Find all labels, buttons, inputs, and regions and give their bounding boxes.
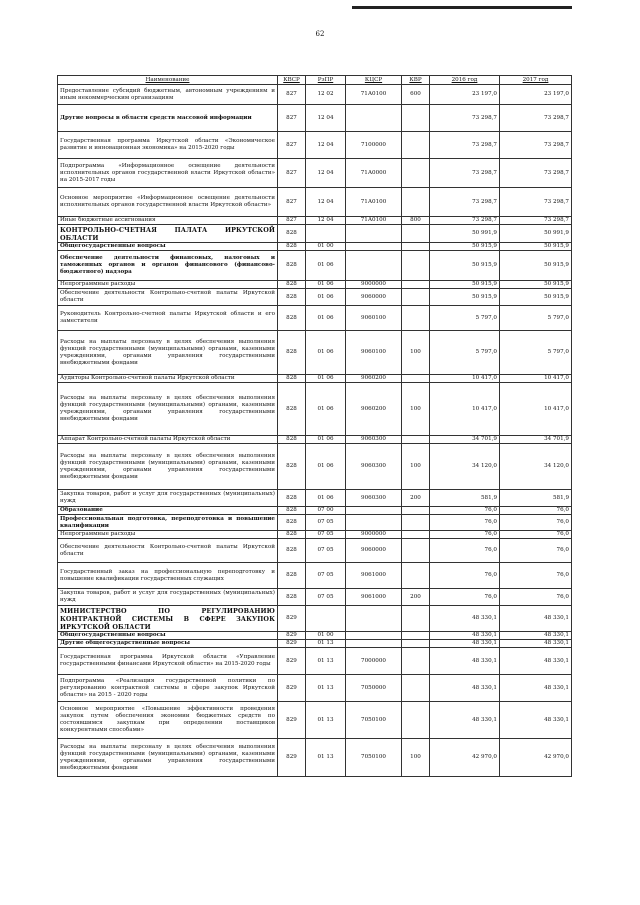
row-kcsr: 9060200: [346, 375, 402, 383]
header-year-2016: 2016 год: [430, 76, 500, 85]
table-row: [58, 289, 572, 306]
row-kvr: [402, 375, 430, 383]
row-rzpr: 07 05: [306, 589, 346, 606]
row-kcsr: 7050000: [346, 675, 402, 702]
row-kcsr: 9060100: [346, 306, 402, 331]
row-amount-2017: 76,0: [500, 539, 572, 563]
row-name: Обеспечение деятельности Контрольно-счетной палаты Иркутской области: [58, 289, 278, 306]
row-amount-2017: 76,0: [500, 531, 572, 539]
row-name: Иные бюджетные ассигнования: [58, 217, 278, 225]
row-rzpr: 01 00: [306, 243, 346, 251]
row-rzpr: 01 06: [306, 281, 346, 289]
row-name: Основное мероприятие «Повышение эффективности проведения закупок путем обеспечения экономии бюджетных средств по состоявшимся закупкам при определении поставщиков конкурентными способами»: [58, 702, 278, 739]
table-row: [58, 159, 572, 188]
row-amount-2017: 76,0: [500, 515, 572, 531]
row-name: Государственная программа Иркутской области «Управление государственными финансами Иркутской области» на 2015-2020 годы: [58, 648, 278, 675]
row-amount-2016: 76,0: [430, 515, 500, 531]
row-kvr: [402, 515, 430, 531]
table-row: [58, 539, 572, 563]
row-amount-2016: 48 330,1: [430, 675, 500, 702]
row-name: Закупка товаров, работ и услуг для государственных (муниципальных) нужд: [58, 490, 278, 507]
row-kvr: 100: [402, 383, 430, 436]
row-rzpr: 01 06: [306, 331, 346, 375]
row-rzpr: 01 13: [306, 640, 346, 648]
row-kvr: [402, 606, 430, 632]
row-kvr: [402, 243, 430, 251]
row-kcsr: [346, 640, 402, 648]
row-kvr: [402, 225, 430, 243]
row-rzpr: 01 06: [306, 383, 346, 436]
row-kvsr: 828: [278, 289, 306, 306]
row-amount-2016: 76,0: [430, 539, 500, 563]
row-rzpr: 01 13: [306, 702, 346, 739]
row-kvsr: 828: [278, 507, 306, 515]
row-rzpr: 12 04: [306, 188, 346, 217]
row-kvr: [402, 436, 430, 444]
row-name: Закупка товаров, работ и услуг для государственных (муниципальных) нужд: [58, 589, 278, 606]
row-kvr: 200: [402, 589, 430, 606]
row-name: Расходы на выплаты персоналу в целях обеспечения выполнения функций государственными (муниципальными) органами, казенными учреждениями, органами управления государственными внебюджетными фондами: [58, 383, 278, 436]
row-amount-2017: 34 120,0: [500, 444, 572, 490]
row-kcsr: 9060300: [346, 436, 402, 444]
row-amount-2017: 48 330,1: [500, 640, 572, 648]
row-kvsr: 828: [278, 490, 306, 507]
row-amount-2016: 50 915,9: [430, 281, 500, 289]
row-kcsr: [346, 251, 402, 281]
row-kvsr: 829: [278, 606, 306, 632]
page-number: 62: [315, 30, 325, 38]
row-amount-2017: 73 298,7: [500, 188, 572, 217]
row-kvr: [402, 132, 430, 159]
row-kvr: [402, 105, 430, 132]
row-rzpr: 07 05: [306, 539, 346, 563]
row-name: Обеспечение деятельности финансовых, налоговых и таможенных органов и органов финансового (финансово-бюджетного) надзора: [58, 251, 278, 281]
row-name: Подпрограмма «Информационное освещение деятельности исполнительных органов государственной власти Иркутской области» на 2015-2017 годы: [58, 159, 278, 188]
row-kcsr: 9000000: [346, 281, 402, 289]
row-amount-2017: 5 797,0: [500, 331, 572, 375]
row-rzpr: 01 06: [306, 490, 346, 507]
row-amount-2016: 10 417,0: [430, 383, 500, 436]
row-kvsr: 827: [278, 105, 306, 132]
row-kvsr: 828: [278, 539, 306, 563]
row-name: Аппарат Контрольно-счетной палаты Иркутской области: [58, 436, 278, 444]
row-name: Расходы на выплаты персоналу в целях обеспечения выполнения функций государственными (муниципальными) органами, казенными учреждениями, органами управления государственными внебюджетными фондами: [58, 331, 278, 375]
row-rzpr: 07 05: [306, 515, 346, 531]
table-row: [58, 217, 572, 225]
row-amount-2017: 581,9: [500, 490, 572, 507]
row-kvsr: 829: [278, 739, 306, 777]
row-name: Общегосударственные вопросы: [58, 243, 278, 251]
row-name: Образование: [58, 507, 278, 515]
row-kvr: 100: [402, 331, 430, 375]
row-kcsr: 71А0100: [346, 85, 402, 105]
row-kcsr: 71А0100: [346, 188, 402, 217]
row-amount-2017: 50 915,9: [500, 243, 572, 251]
row-name: МИНИСТЕРСТВО ПО РЕГУЛИРОВАНИЮ КОНТРАКТНОЙ СИСТЕМЫ В СФЕРЕ ЗАКУПОК ИРКУТСКОЙ ОБЛАСТИ: [58, 606, 278, 632]
row-kvsr: 828: [278, 225, 306, 243]
row-kvsr: 828: [278, 444, 306, 490]
row-amount-2016: 50 915,9: [430, 243, 500, 251]
row-kvsr: 827: [278, 85, 306, 105]
row-amount-2016: 10 417,0: [430, 375, 500, 383]
row-amount-2017: 10 417,0: [500, 383, 572, 436]
row-amount-2016: 581,9: [430, 490, 500, 507]
row-kvsr: 828: [278, 515, 306, 531]
row-kcsr: [346, 606, 402, 632]
row-kcsr: [346, 507, 402, 515]
row-amount-2016: 42 970,0: [430, 739, 500, 777]
row-amount-2017: 73 298,7: [500, 105, 572, 132]
row-amount-2016: 73 298,7: [430, 159, 500, 188]
row-amount-2016: 34 701,9: [430, 436, 500, 444]
table-body: [58, 85, 572, 777]
row-kvsr: 828: [278, 243, 306, 251]
row-kcsr: 7000000: [346, 648, 402, 675]
row-kcsr: 9060000: [346, 539, 402, 563]
header-kcsr: КЦСР: [346, 76, 402, 85]
row-kvr: [402, 251, 430, 281]
header-kvsr: КВСР: [278, 76, 306, 85]
row-amount-2017: 76,0: [500, 507, 572, 515]
row-amount-2017: 48 330,1: [500, 606, 572, 632]
row-kcsr: 7050100: [346, 702, 402, 739]
row-rzpr: 12 04: [306, 159, 346, 188]
row-rzpr: 01 00: [306, 632, 346, 640]
row-kvsr: 828: [278, 589, 306, 606]
row-rzpr: [306, 225, 346, 243]
row-amount-2017: 48 330,1: [500, 632, 572, 640]
row-kvsr: 829: [278, 648, 306, 675]
row-amount-2017: 34 701,9: [500, 436, 572, 444]
table-row: [58, 531, 572, 539]
row-kvr: [402, 539, 430, 563]
table-row: [58, 606, 572, 632]
row-rzpr: 12 04: [306, 217, 346, 225]
row-rzpr: 01 06: [306, 251, 346, 281]
row-kvsr: 829: [278, 702, 306, 739]
table-row: [58, 331, 572, 375]
row-name: Профессиональная подготовка, переподготовка и повышение квалификации: [58, 515, 278, 531]
row-name: Руководитель Контрольно-счетной палаты Иркутской области и его заместители: [58, 306, 278, 331]
row-amount-2017: 50 915,9: [500, 289, 572, 306]
row-amount-2016: 48 330,1: [430, 632, 500, 640]
row-kvsr: 828: [278, 383, 306, 436]
row-amount-2016: 73 298,7: [430, 132, 500, 159]
row-rzpr: 12 04: [306, 105, 346, 132]
row-kcsr: [346, 515, 402, 531]
row-kvsr: 829: [278, 632, 306, 640]
row-kvsr: 828: [278, 251, 306, 281]
row-rzpr: 07 05: [306, 531, 346, 539]
row-amount-2017: 42 970,0: [500, 739, 572, 777]
row-amount-2016: 50 915,9: [430, 251, 500, 281]
row-kvsr: 829: [278, 675, 306, 702]
row-kvr: [402, 640, 430, 648]
row-kcsr: 9061000: [346, 563, 402, 589]
table-row: [58, 243, 572, 251]
top-edge-mark: [352, 6, 572, 9]
row-kcsr: 71А0100: [346, 217, 402, 225]
row-rzpr: 12 04: [306, 132, 346, 159]
row-amount-2017: 73 298,7: [500, 159, 572, 188]
table-row: [58, 739, 572, 777]
budget-table: [57, 75, 572, 777]
row-kvr: [402, 702, 430, 739]
header-year-2017: 2017 год: [500, 76, 572, 85]
row-kvsr: 828: [278, 375, 306, 383]
row-kvr: [402, 306, 430, 331]
row-kvr: [402, 632, 430, 640]
row-amount-2016: 48 330,1: [430, 640, 500, 648]
header-kvr: КВР: [402, 76, 430, 85]
row-kcsr: 9060100: [346, 331, 402, 375]
row-rzpr: 07 00: [306, 507, 346, 515]
row-amount-2016: 48 330,1: [430, 648, 500, 675]
row-amount-2017: 76,0: [500, 563, 572, 589]
row-kvr: [402, 563, 430, 589]
row-amount-2016: 76,0: [430, 589, 500, 606]
row-amount-2017: 5 797,0: [500, 306, 572, 331]
table-row: [58, 648, 572, 675]
row-rzpr: 01 13: [306, 648, 346, 675]
row-kcsr: 9060300: [346, 444, 402, 490]
row-kvr: [402, 507, 430, 515]
row-rzpr: 12 02: [306, 85, 346, 105]
row-kvr: [402, 188, 430, 217]
table-row: [58, 675, 572, 702]
row-amount-2016: 76,0: [430, 563, 500, 589]
table-row: [58, 85, 572, 105]
row-rzpr: 01 06: [306, 306, 346, 331]
row-name: Предоставление субсидий бюджетным, автономным учреждениям и иным некоммерческим организациям: [58, 85, 278, 105]
row-amount-2016: 76,0: [430, 531, 500, 539]
row-kvsr: 828: [278, 331, 306, 375]
row-amount-2017: 76,0: [500, 589, 572, 606]
header-name: Наименование: [58, 76, 278, 85]
table-row: [58, 225, 572, 243]
row-kcsr: 7050100: [346, 739, 402, 777]
row-rzpr: 01 06: [306, 436, 346, 444]
row-kvr: [402, 289, 430, 306]
row-rzpr: 01 06: [306, 444, 346, 490]
table-row: [58, 640, 572, 648]
row-amount-2016: 5 797,0: [430, 306, 500, 331]
row-name: КОНТРОЛЬНО-СЧЕТНАЯ ПАЛАТА ИРКУТСКОЙ ОБЛАСТИ: [58, 225, 278, 243]
row-name: Государственный заказ на профессиональную переподготовку и повышение квалификации государственных служащих: [58, 563, 278, 589]
row-amount-2016: 73 298,7: [430, 217, 500, 225]
row-kvsr: 828: [278, 306, 306, 331]
table-row: [58, 188, 572, 217]
row-kvr: [402, 531, 430, 539]
row-amount-2017: 50 991,9: [500, 225, 572, 243]
table-row: [58, 490, 572, 507]
row-rzpr: 01 13: [306, 675, 346, 702]
row-amount-2017: 50 915,9: [500, 251, 572, 281]
row-name: Расходы на выплаты персоналу в целях обеспечения выполнения функций государственными (муниципальными) органами, казенными учреждениями, органами управления государственными внебюджетными фондами: [58, 444, 278, 490]
row-amount-2017: 73 298,7: [500, 132, 572, 159]
row-amount-2017: 48 330,1: [500, 648, 572, 675]
table-row: [58, 375, 572, 383]
table-row: [58, 632, 572, 640]
row-rzpr: 01 06: [306, 375, 346, 383]
row-kcsr: 9060200: [346, 383, 402, 436]
row-kcsr: 7100000: [346, 132, 402, 159]
row-kvr: 200: [402, 490, 430, 507]
row-kvsr: 827: [278, 132, 306, 159]
table-row: [58, 132, 572, 159]
row-kvsr: 828: [278, 436, 306, 444]
table-row: [58, 507, 572, 515]
row-amount-2017: 50 915,9: [500, 281, 572, 289]
row-kvr: [402, 648, 430, 675]
row-kcsr: [346, 225, 402, 243]
table-row: [58, 515, 572, 531]
row-kcsr: 71А0000: [346, 159, 402, 188]
row-kcsr: [346, 243, 402, 251]
row-kvsr: 827: [278, 159, 306, 188]
row-kcsr: 9061000: [346, 589, 402, 606]
row-rzpr: 01 13: [306, 739, 346, 777]
row-amount-2017: 10 417,0: [500, 375, 572, 383]
row-name: Основное мероприятие «Информационное освещение деятельности исполнительных органов государственной власти Иркутской области»: [58, 188, 278, 217]
row-name: Другие общегосударственные вопросы: [58, 640, 278, 648]
row-amount-2016: 76,0: [430, 507, 500, 515]
row-rzpr: 01 06: [306, 289, 346, 306]
row-amount-2017: 73 298,7: [500, 217, 572, 225]
row-amount-2016: 73 298,7: [430, 188, 500, 217]
row-amount-2016: 73 298,7: [430, 105, 500, 132]
row-kvr: 800: [402, 217, 430, 225]
table-row: [58, 702, 572, 739]
row-name: Аудиторы Контрольно-счетной палаты Иркутской области: [58, 375, 278, 383]
row-name: Общегосударственные вопросы: [58, 632, 278, 640]
table-row: [58, 444, 572, 490]
row-amount-2016: 5 797,0: [430, 331, 500, 375]
row-kvr: [402, 675, 430, 702]
table-row: [58, 436, 572, 444]
table-row: [58, 105, 572, 132]
row-name: Государственная программа Иркутской области «Экономическое развитие и инновационная экономика» на 2015-2020 годы: [58, 132, 278, 159]
row-kvr: 600: [402, 85, 430, 105]
row-amount-2017: 48 330,1: [500, 702, 572, 739]
row-kcsr: 9060000: [346, 289, 402, 306]
row-amount-2017: 48 330,1: [500, 675, 572, 702]
row-kvr: [402, 281, 430, 289]
row-amount-2017: 23 197,0: [500, 85, 572, 105]
row-kvr: 100: [402, 444, 430, 490]
table-row: [58, 306, 572, 331]
row-amount-2016: 50 915,9: [430, 289, 500, 306]
row-kvr: [402, 159, 430, 188]
table-row: [58, 281, 572, 289]
row-name: Обеспечение деятельности Контрольно-счетной палаты Иркутской области: [58, 539, 278, 563]
row-amount-2016: 48 330,1: [430, 702, 500, 739]
row-kvr: 100: [402, 739, 430, 777]
row-rzpr: 07 05: [306, 563, 346, 589]
row-kvsr: 828: [278, 563, 306, 589]
row-name: Непрограммные расходы: [58, 281, 278, 289]
row-kvsr: 828: [278, 281, 306, 289]
row-kvsr: 827: [278, 188, 306, 217]
row-kcsr: [346, 632, 402, 640]
row-kvsr: 829: [278, 640, 306, 648]
row-name: Подпрограмма «Реализация государственной политики по регулированию контрактной системы в сфере закупок Иркутской области» на 2015 - 2020 годы: [58, 675, 278, 702]
table-row: [58, 383, 572, 436]
row-name: Другие вопросы в области средств массовой информации: [58, 105, 278, 132]
table-row: [58, 251, 572, 281]
row-kcsr: 9000000: [346, 531, 402, 539]
row-name: Непрограммные расходы: [58, 531, 278, 539]
row-rzpr: [306, 606, 346, 632]
row-kvsr: 828: [278, 531, 306, 539]
row-kcsr: 9060300: [346, 490, 402, 507]
table-row: [58, 589, 572, 606]
row-amount-2016: 23 197,0: [430, 85, 500, 105]
row-name: Расходы на выплаты персоналу в целях обеспечения выполнения функций государственными (муниципальными) органами, казенными учреждениями, органами управления государственными внебюджетными фондами: [58, 739, 278, 777]
row-amount-2016: 50 991,9: [430, 225, 500, 243]
header-rzpr: РзПР: [306, 76, 346, 85]
row-kvsr: 827: [278, 217, 306, 225]
table-row: [58, 563, 572, 589]
row-amount-2016: 34 120,0: [430, 444, 500, 490]
row-amount-2016: 48 330,1: [430, 606, 500, 632]
table-header-row: [58, 76, 572, 85]
row-kcsr: [346, 105, 402, 132]
